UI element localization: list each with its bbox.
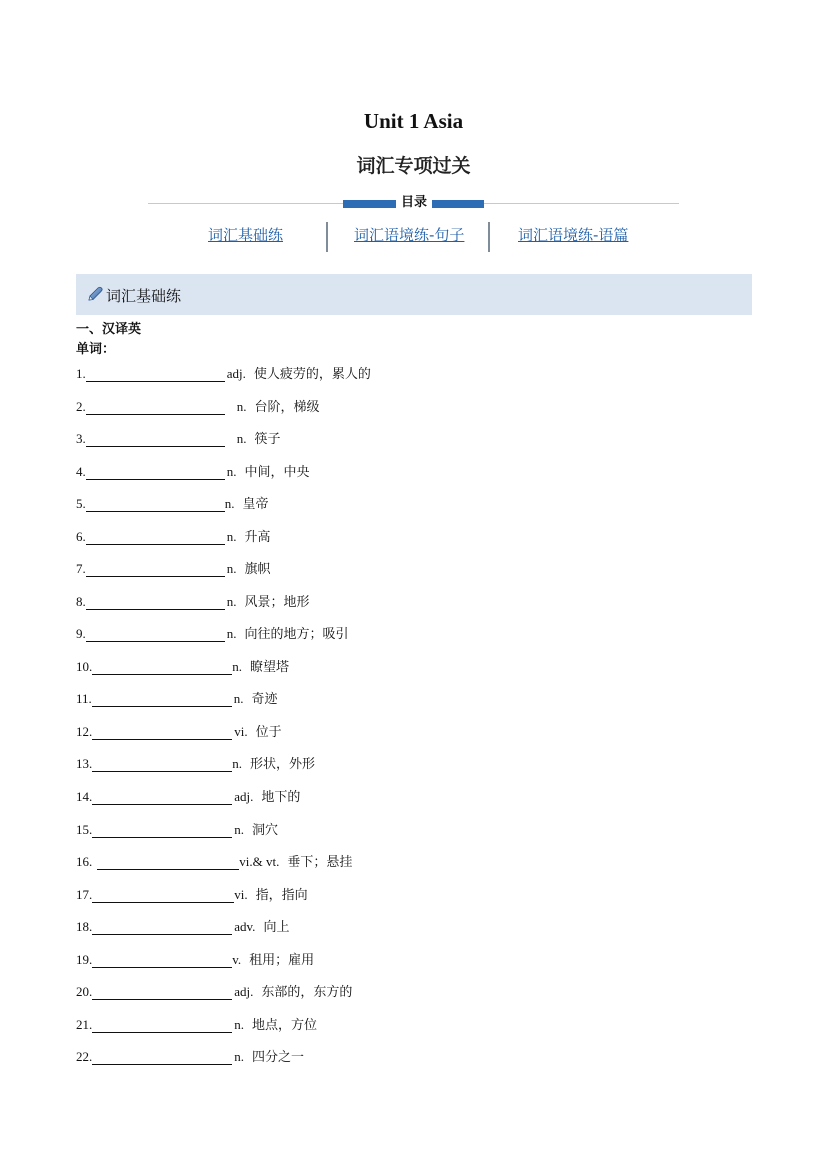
- toc-label: 目录: [396, 194, 432, 212]
- answer-blank[interactable]: [97, 855, 239, 870]
- list-item: [76, 948, 314, 968]
- list-item: [76, 525, 271, 545]
- item-number: 1.: [76, 366, 86, 381]
- part-of-speech: n.: [226, 464, 237, 479]
- list-item: [76, 720, 282, 740]
- list-item: [76, 785, 300, 805]
- list-item: [76, 460, 310, 480]
- words-label: 单词：: [76, 342, 116, 357]
- answer-blank[interactable]: [92, 920, 232, 935]
- item-number: 19.: [76, 952, 93, 967]
- meaning: 洞穴: [252, 823, 279, 838]
- answer-blank[interactable]: [92, 660, 232, 675]
- item-number: 3.: [76, 431, 86, 446]
- item-number: 2.: [76, 399, 86, 414]
- item-number: 21.: [76, 1017, 93, 1032]
- meaning: 升高: [244, 530, 271, 545]
- list-item: [76, 752, 315, 772]
- part-of-speech: n.: [232, 659, 242, 674]
- toc-link-basic[interactable]: 词汇基础练: [208, 226, 284, 244]
- part-of-speech: n.: [234, 1049, 244, 1064]
- item-number: 4.: [76, 464, 86, 479]
- meaning: 风景；地形: [244, 595, 310, 610]
- list-item: [76, 622, 349, 642]
- meaning: 形状，外形: [250, 757, 316, 772]
- meaning: 皇帝: [242, 497, 269, 512]
- meaning: 东部的，东方的: [261, 985, 353, 1000]
- item-number: 20.: [76, 984, 93, 999]
- meaning: 奇迹: [251, 692, 278, 707]
- list-item: [76, 818, 278, 838]
- part-of-speech: n.: [226, 594, 237, 609]
- meaning: 台阶，梯级: [254, 400, 320, 415]
- answer-blank[interactable]: [92, 790, 232, 805]
- answer-blank[interactable]: [92, 1018, 232, 1033]
- part-heading: 一、汉译英: [76, 322, 142, 337]
- document-subtitle: 词汇专项过关: [356, 155, 471, 177]
- item-number: 9.: [76, 626, 86, 641]
- item-number: 12.: [76, 724, 93, 739]
- answer-blank[interactable]: [86, 465, 225, 480]
- list-item: [76, 655, 289, 675]
- list-item: [76, 850, 352, 870]
- list-item: [76, 915, 289, 935]
- item-number: 16.: [76, 854, 93, 869]
- meaning: 地点，方位: [252, 1018, 318, 1033]
- list-item: [76, 362, 371, 382]
- part-of-speech: vi.: [234, 887, 248, 902]
- toc-separator: [488, 222, 490, 252]
- item-number: 15.: [76, 822, 93, 837]
- answer-blank[interactable]: [86, 367, 225, 382]
- item-number: 14.: [76, 789, 93, 804]
- meaning: 使人疲劳的，累人的: [253, 367, 371, 382]
- list-item: [76, 980, 352, 1000]
- answer-blank[interactable]: [92, 757, 232, 772]
- answer-blank[interactable]: [86, 432, 225, 447]
- answer-blank[interactable]: [92, 692, 232, 707]
- meaning: 旗帜: [244, 562, 271, 577]
- answer-blank[interactable]: [86, 595, 225, 610]
- answer-blank[interactable]: [92, 985, 232, 1000]
- part-of-speech: n.: [233, 691, 244, 706]
- part-of-speech: n.: [226, 626, 237, 641]
- item-number: 11.: [76, 691, 92, 706]
- list-item: [76, 557, 271, 577]
- list-item: [76, 427, 281, 447]
- answer-blank[interactable]: [86, 400, 225, 415]
- part-of-speech: vi.: [234, 724, 248, 739]
- part-of-speech: n.: [236, 399, 247, 414]
- answer-blank[interactable]: [92, 725, 232, 740]
- meaning: 指，指向: [255, 888, 308, 903]
- list-item: [76, 1045, 304, 1065]
- meaning: 筷子: [254, 432, 281, 447]
- answer-blank[interactable]: [86, 530, 225, 545]
- document-title: Unit 1 Asia: [363, 109, 464, 133]
- part-of-speech: n.: [234, 1017, 244, 1032]
- toc-link-sentence[interactable]: 词汇语境练-句子: [354, 226, 465, 244]
- answer-blank[interactable]: [86, 562, 225, 577]
- list-item: [76, 395, 320, 415]
- answer-blank[interactable]: [92, 888, 234, 903]
- part-of-speech: n.: [232, 756, 242, 771]
- toc-link-passage[interactable]: 词汇语境练-语篇: [518, 226, 629, 244]
- item-number: 13.: [76, 756, 93, 771]
- part-of-speech: adj.: [234, 984, 254, 999]
- answer-blank[interactable]: [86, 497, 225, 512]
- item-number: 5.: [76, 496, 86, 511]
- list-item: [76, 687, 278, 707]
- item-number: 22.: [76, 1049, 93, 1064]
- section-title: 词汇基础练: [106, 287, 182, 305]
- part-of-speech: vi.& vt.: [239, 854, 280, 869]
- meaning: 向往的地方；吸引: [244, 627, 349, 642]
- list-item: [76, 590, 310, 610]
- meaning: 向上: [263, 920, 290, 935]
- answer-blank[interactable]: [92, 1050, 232, 1065]
- answer-blank[interactable]: [86, 627, 225, 642]
- answer-blank[interactable]: [92, 953, 232, 968]
- meaning: 租用；雇用: [249, 953, 315, 968]
- item-number: 6.: [76, 529, 86, 544]
- part-of-speech: adj.: [226, 366, 246, 381]
- part-of-speech: n.: [236, 431, 247, 446]
- meaning: 垂下；悬挂: [287, 855, 353, 870]
- section-header: [76, 274, 752, 315]
- part-of-speech: n.: [226, 561, 237, 576]
- item-number: 8.: [76, 594, 86, 609]
- item-number: 17.: [76, 887, 93, 902]
- meaning: 地下的: [261, 790, 301, 805]
- item-number: 7.: [76, 561, 86, 576]
- item-number: 10.: [76, 659, 93, 674]
- item-number: 18.: [76, 919, 93, 934]
- toc-separator: [326, 222, 328, 252]
- meaning: 瞭望塔: [250, 660, 290, 675]
- part-of-speech: adj.: [234, 789, 254, 804]
- part-of-speech: adv.: [234, 919, 256, 934]
- part-of-speech: n.: [224, 496, 235, 511]
- part-of-speech: v.: [232, 952, 242, 967]
- list-item: [76, 1013, 317, 1033]
- meaning: 四分之一: [252, 1050, 305, 1065]
- meaning: 中间，中央: [244, 465, 310, 480]
- toc-links: [0, 222, 827, 252]
- answer-blank[interactable]: [92, 823, 232, 838]
- meaning: 位于: [255, 725, 282, 740]
- list-item: [76, 883, 308, 903]
- pencil-icon: [86, 285, 104, 303]
- part-of-speech: n.: [226, 529, 237, 544]
- part-of-speech: n.: [234, 822, 244, 837]
- list-item: [76, 492, 269, 512]
